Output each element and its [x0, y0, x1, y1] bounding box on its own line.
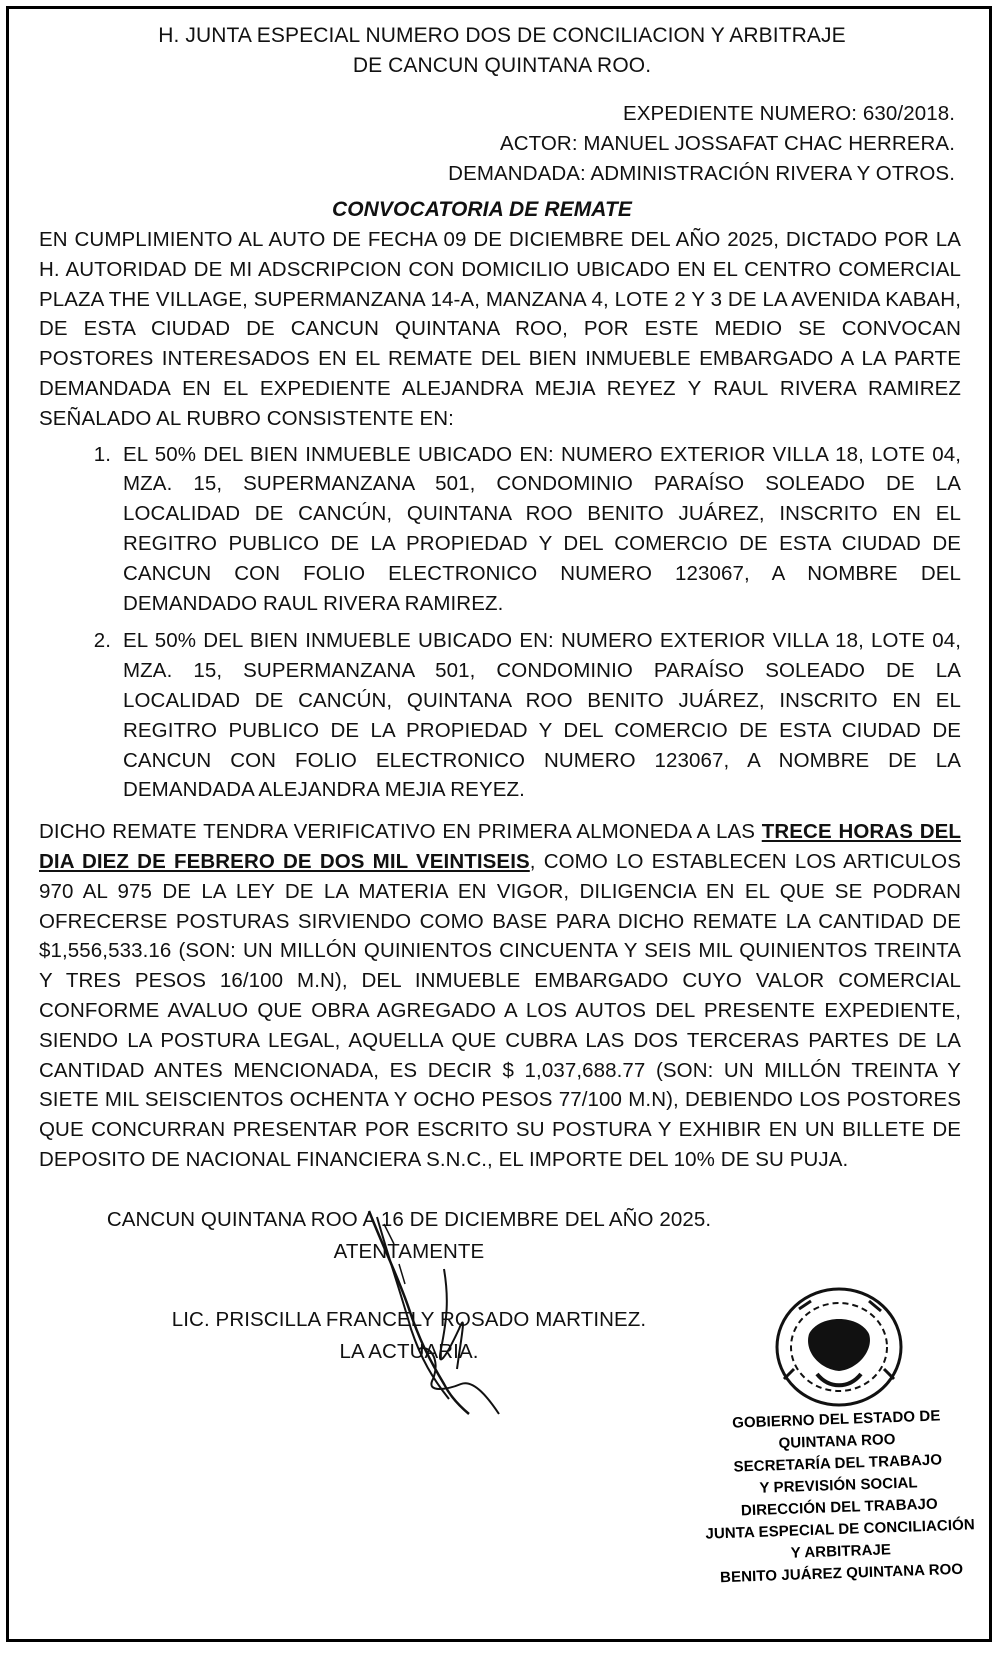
list-item-number: 2. — [93, 629, 111, 653]
auction-text-after: , COMO LO ESTABLECEN LOS ARTICULOS 970 AL 975 DE LA LEY DE LA MATERIA EN VIGOR, DILIGENCIA EN EL QUE SE PODRAN OFRECERSE POSTURAS SIRVIENDO COMO BASE PARA DICHO REMATE LA CANTIDAD DE $1,556,533.16 (SON: UN MILLÓN QUINIENTOS CINCUENTA Y SEIS MIL QUINIENTOS TREINTA Y TRES PESOS 16/100 M.N), DEL INMUEBLE EMBARGADO CUYO VALOR COMERCIAL CONFORME AVALUO QUE OBRA AGREGADO A LOS AUTOS DEL PRESENTE EXPEDIENTE, SIENDO LA POSTURA LEGAL, AQUELLA QUE CUBRA LAS DOS TERCERAS PARTES DE LA CANTIDAD ANTES MENCIONADA, ES DECIR $ 1,037,688.77 (SON: UN MILLÓN TREINTA Y SIETE MIL SEISCIENTOS OCHENTA Y OCHO PESOS 77/100 M.N), DEBIENDO LOS POSTORES QUE CONCURRAN PRESENTAR POR ESCRITO SU POSTURA Y EXHIBIR EN UN BILLETE DE DEPOSITO DE NACIONAL FINANCIERA S.N.C., EL IMPORTE DEL 10% DE SU PUJA. — [39, 849, 961, 1171]
seal-line: GOBIERNO DEL ESTADO DE — [731, 1407, 941, 1432]
list-item — [39, 440, 961, 619]
case-number: EXPEDIENTE NUMERO: 630/2018. — [622, 102, 955, 125]
document-title: CONVOCATORIA DE REMATE — [331, 198, 633, 221]
list-item-text: EL 50% DEL BIEN INMUEBLE UBICADO EN: NUMERO EXTERIOR VILLA 18, LOTE 04, MZA. 15, SUPERMANZANA 501, CONDOMINIO PARAÍSO SOLEADO DE LA LOCALIDAD DE CANCÚN, QUINTANA ROO BENITO JUÁREZ, INSCRITO EN EL REGITRO PUBLICO DE LA PROPIEDAD Y DEL COMERCIO DE ESTA CIUDAD DE CANCUN CON FOLIO ELECTRONICO NUMERO 123067, A NOMBRE DE LA DEMANDADA ALEJANDRA MEJIA REYEZ. — [123, 629, 961, 802]
closing-greeting: ATENTAMENTE — [333, 1240, 485, 1263]
signer-role: LA ACTUARIA. — [339, 1340, 479, 1363]
auction-paragraph — [39, 817, 961, 1175]
seal-line: BENITO JUÁREZ QUINTANA ROO — [719, 1560, 964, 1587]
seal-line: Y PREVISIÓN SOCIAL — [759, 1474, 918, 1497]
page-border — [6, 6, 992, 1642]
property-list — [39, 440, 961, 806]
case-info — [9, 99, 995, 189]
seal-line: DIRECCIÓN DEL TRABAJO — [740, 1495, 939, 1520]
header-line-2: DE CANCUN QUINTANA ROO. — [352, 54, 652, 77]
case-defendant: DEMANDADA: ADMINISTRACIÓN RIVERA Y OTROS. — [448, 162, 955, 185]
header-line-1: H. JUNTA ESPECIAL NUMERO DOS DE CONCILIACION Y ARBITRAJE — [158, 24, 846, 47]
list-item — [39, 626, 961, 805]
seal-text — [696, 1404, 982, 1590]
case-actor: ACTOR: MANUEL JOSSAFAT CHAC HERRERA. — [499, 132, 955, 155]
official-seal — [699, 1279, 979, 1639]
signer-name: LIC. PRISCILLA FRANCELY ROSADO MARTINEZ. — [171, 1308, 647, 1331]
seal-line: JUNTA ESPECIAL DE CONCILIACIÓN — [705, 1516, 976, 1543]
list-item-text: EL 50% DEL BIEN INMUEBLE UBICADO EN: NUMERO EXTERIOR VILLA 18, LOTE 04, MZA. 15, SUPERMANZANA 501, CONDOMINIO PARAÍSO SOLEADO DE LA LOCALIDAD DE CANCÚN, QUINTANA ROO BENITO JUÁREZ, INSCRITO EN EL REGITRO PUBLICO DE LA PROPIEDAD Y DEL COMERCIO DE ESTA CIUDAD DE CANCUN CON FOLIO ELECTRONICO NUMERO 123067, A NOMBRE DEL DEMANDADO RAUL RIVERA RAMIREZ. — [123, 442, 961, 615]
seal-line: Y ARBITRAJE — [790, 1541, 892, 1562]
seal-line: QUINTANA ROO — [778, 1430, 896, 1453]
document-header — [9, 21, 995, 81]
list-item-number: 1. — [93, 442, 111, 466]
auction-text-before: DICHO REMATE TENDRA VERIFICATIVO EN PRIMERA ALMONEDA A LAS — [39, 820, 762, 844]
intro-paragraph: EN CUMPLIMIENTO AL AUTO DE FECHA 09 DE DICIEMBRE DEL AÑO 2025, DICTADO POR LA H. AUTORIDAD DE MI ADSCRIPCION CON DOMICILIO UBICADO EN EL CENTRO COMERCIAL PLAZA THE VILLAGE, SUPERMANZANA 14-A, MANZANA 4, LOTE 2 Y 3 DE LA AVENIDA KABAH, DE ESTA CIUDAD DE CANCUN QUINTANA ROO, POR ESTE MEDIO SE CONVOCAN POSTORES INTERESADOS EN EL REMATE DEL BIEN INMUEBLE EMBARGADO A LA PARTE DEMANDADA EN EL EXPEDIENTE ALEJANDRA MEJIA REYEZ Y RAUL RIVERA RAMIREZ SEÑALADO AL RUBRO CONSISTENTE EN: — [39, 228, 961, 430]
eagle-emblem-icon — [699, 1279, 979, 1409]
signature-scribble — [349, 1209, 509, 1419]
auction-date-underlined: TRECE HORAS DEL DIA DIEZ DE FEBRERO DE DOS MIL VEINTISEIS — [39, 820, 961, 873]
closing-place-date: CANCUN QUINTANA ROO A 16 DE DICIEMBRE DEL AÑO 2025. — [106, 1208, 712, 1231]
seal-line: SECRETARÍA DEL TRABAJO — [733, 1451, 943, 1476]
document — [9, 9, 995, 1645]
